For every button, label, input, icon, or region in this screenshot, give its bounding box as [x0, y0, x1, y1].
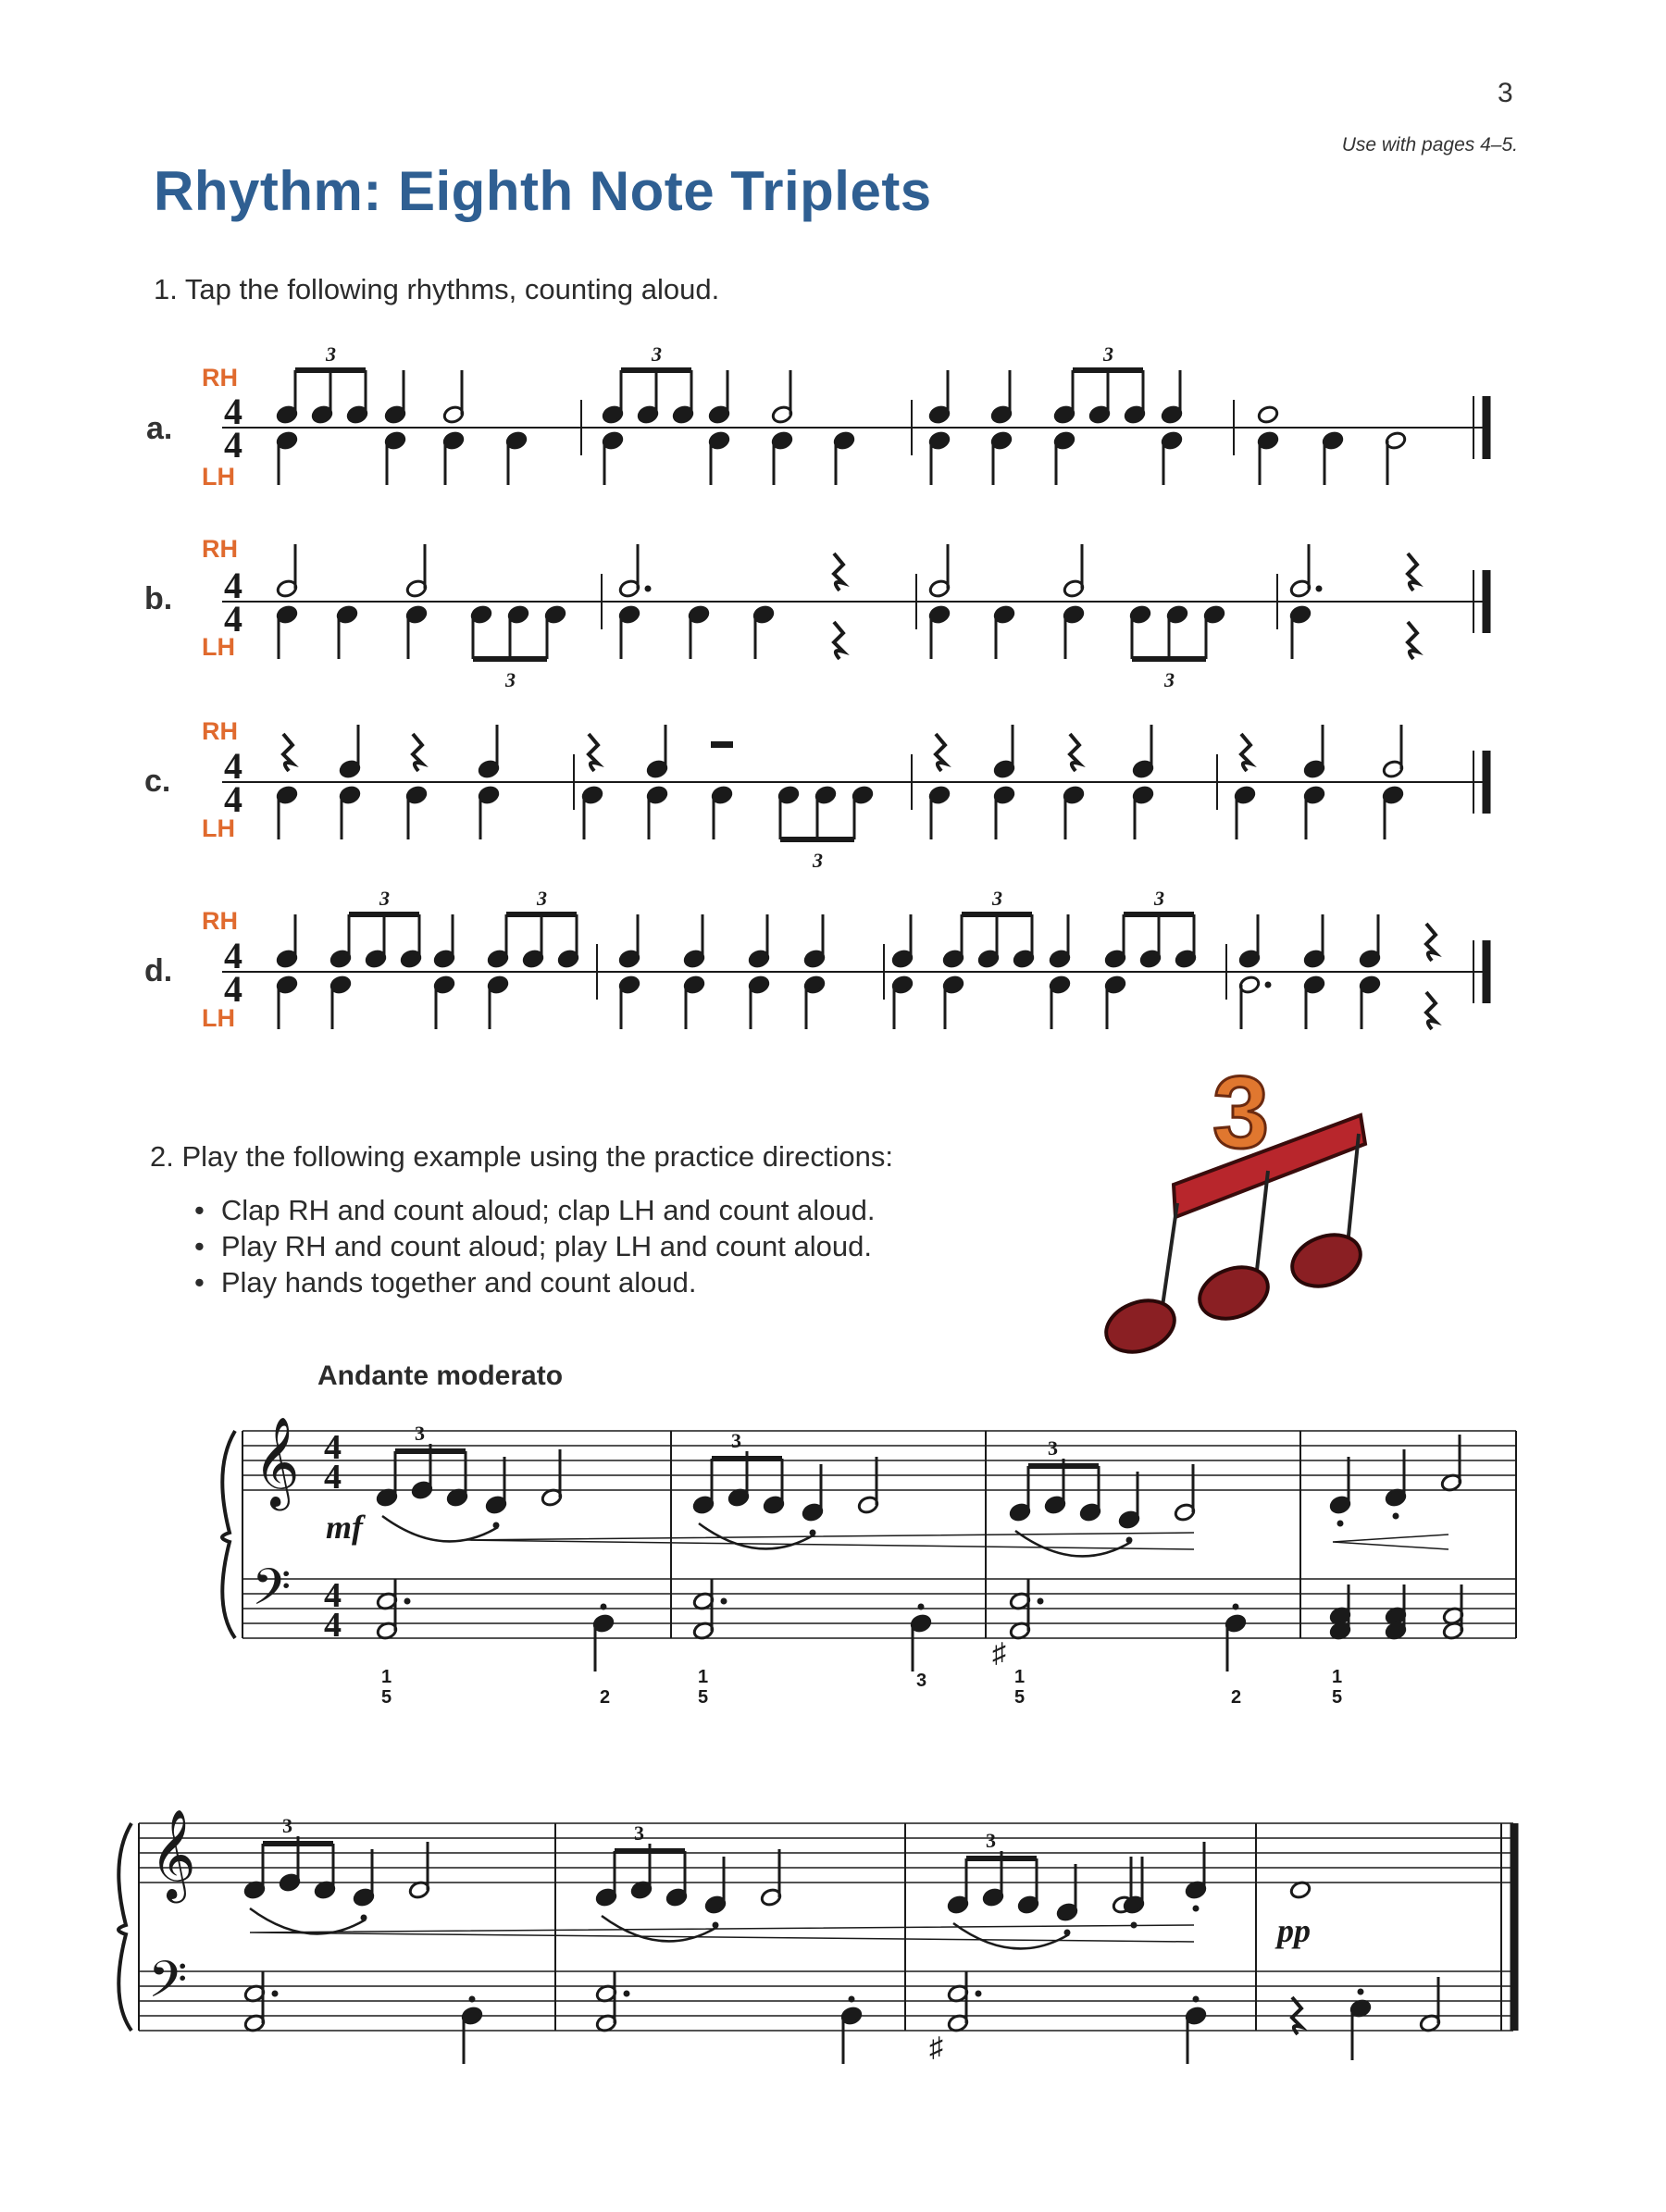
- andante-moderato-score: [0, 1388, 1666, 2092]
- diminuendo-hairpin: [250, 1925, 1194, 1942]
- augmentation-dot: [1337, 1521, 1344, 1527]
- triplet-number: 3: [1103, 342, 1113, 366]
- direction-item: • Play RH and count aloud; play LH and count aloud.: [194, 1228, 875, 1264]
- rhythm-label-c: c.: [144, 764, 171, 799]
- sharp-accidental: ♯: [992, 1638, 1006, 1669]
- rh-label-b: RH: [202, 535, 238, 563]
- time-signature-top: 4: [224, 565, 242, 606]
- triplet-number: 3: [634, 1821, 644, 1845]
- augmentation-dot: [1316, 586, 1323, 592]
- fingering: 1: [381, 1667, 392, 1687]
- fingering: 5: [381, 1687, 392, 1708]
- treble-clef-icon: 𝄞: [150, 1812, 196, 1898]
- augmentation-dot: [645, 586, 652, 592]
- triplet-number: 3: [326, 342, 336, 366]
- augmentation-dot: [1265, 982, 1272, 988]
- augmentation-dot: [1064, 1930, 1071, 1936]
- rhythm-label-d: d.: [144, 953, 173, 988]
- dynamic-mf: mf: [326, 1509, 363, 1546]
- time-signature: 4: [324, 1576, 342, 1615]
- rh-label-a: RH: [202, 364, 238, 391]
- augmentation-dot: [469, 1996, 476, 2003]
- fingering: 2: [600, 1687, 611, 1708]
- fingering: 5: [1332, 1687, 1343, 1708]
- bass-clef-icon: 𝄢: [252, 1560, 292, 1628]
- triplet-number: 3: [415, 1422, 425, 1445]
- augmentation-dot: [404, 1598, 411, 1605]
- rhythm-line-a: [222, 342, 1486, 485]
- crescendo-hairpin: [1333, 1535, 1448, 1549]
- sharp-accidental: ♯: [929, 2032, 943, 2063]
- treble-clef-icon: 𝄞: [254, 1420, 300, 1506]
- augmentation-dot: [1038, 1598, 1044, 1605]
- time-signature-bottom: 4: [224, 968, 242, 1010]
- augmentation-dot: [1358, 1989, 1364, 1995]
- augmentation-dot: [1193, 1996, 1200, 2003]
- triplet-number: 3: [731, 1429, 741, 1452]
- quarter-rest: [1241, 734, 1250, 771]
- rhythm-line-d: [222, 887, 1486, 1029]
- quarter-rest: [1408, 553, 1417, 590]
- page-title: Rhythm: Eighth Note Triplets: [154, 160, 932, 222]
- time-signature-top: 4: [224, 745, 242, 787]
- rhythm-line-c: [222, 725, 1486, 872]
- direction-item: • Clap RH and count aloud; clap LH and count aloud.: [194, 1192, 875, 1228]
- quarter-rest: [834, 553, 843, 590]
- triplet-number: 3: [986, 1829, 996, 1852]
- lh-label-b: LH: [202, 633, 235, 661]
- quarter-rest: [1426, 992, 1436, 1029]
- quarter-rest: [283, 734, 292, 771]
- note-head: [1257, 404, 1279, 424]
- triplet-number: 3: [1048, 1436, 1058, 1460]
- quarter-rest: [413, 734, 422, 771]
- augmentation-dot: [601, 1604, 607, 1610]
- lh-label-d: LH: [202, 1004, 235, 1032]
- triplet-number: 3: [1154, 887, 1164, 910]
- half-rest: [711, 741, 733, 748]
- augmentation-dot: [624, 1991, 630, 1997]
- triplet-number: 3: [505, 668, 516, 691]
- time-signature: 4: [324, 1606, 342, 1645]
- triplet-number: 3: [537, 887, 547, 910]
- triplet-numeral: 3: [1212, 1056, 1270, 1170]
- triplet-number: 3: [282, 1814, 292, 1837]
- lh-label-a: LH: [202, 463, 235, 491]
- augmentation-dot: [810, 1530, 816, 1536]
- quarter-rest: [1426, 924, 1436, 961]
- time-signature-bottom: 4: [224, 598, 242, 640]
- rhythm-exercises: [0, 0, 1666, 1092]
- fingering: 1: [698, 1667, 709, 1687]
- quarter-rest: [589, 734, 598, 771]
- triplet-number: 3: [1164, 668, 1175, 691]
- augmentation-dot: [918, 1604, 925, 1610]
- slur: [250, 1908, 366, 1933]
- augmentation-dot: [1233, 1604, 1239, 1610]
- time-signature: 4: [324, 1458, 342, 1497]
- grand-staff-brace: [222, 1431, 235, 1638]
- augmentation-dot: [272, 1991, 279, 1997]
- quarter-rest: [834, 622, 843, 659]
- triplet-notes-illustration: [1092, 1055, 1398, 1370]
- direction-item: • Play hands together and count aloud.: [194, 1264, 875, 1300]
- augmentation-dot: [713, 1922, 719, 1929]
- exercise-2-instruction: 2. Play the following example using the practice directions:: [150, 1140, 893, 1173]
- tempo-marking: Andante moderato: [317, 1361, 564, 1391]
- grand-staff-brace: [118, 1823, 131, 2031]
- time-signature-bottom: 4: [224, 778, 242, 820]
- fingering: 1: [1014, 1667, 1026, 1687]
- fingering: 3: [916, 1671, 927, 1691]
- quarter-rest: [1070, 734, 1079, 771]
- quarter-rest: [1408, 622, 1417, 659]
- slur: [382, 1516, 498, 1541]
- rh-label-d: RH: [202, 907, 238, 935]
- rhythm-label-b: b.: [144, 581, 173, 616]
- triplet-number: 3: [992, 887, 1002, 910]
- bass-clef-icon: 𝄢: [148, 1953, 188, 2020]
- rhythm-label-a: a.: [146, 411, 173, 446]
- time-signature-top: 4: [224, 935, 242, 976]
- page-reference-note: Use with pages 4–5.: [1341, 134, 1518, 155]
- augmentation-dot: [1126, 1537, 1133, 1544]
- augmentation-dot: [849, 1996, 855, 2003]
- quarter-rest: [936, 734, 945, 771]
- practice-directions-list: [194, 1192, 875, 1300]
- dynamic-pp: pp: [1277, 1912, 1311, 1949]
- augmentation-dot: [721, 1598, 727, 1605]
- triplet-number: 3: [379, 887, 390, 910]
- augmentation-dot: [493, 1522, 500, 1529]
- exercise-1-instruction: 1. Tap the following rhythms, counting aloud.: [154, 273, 720, 305]
- fingering: 2: [1231, 1687, 1242, 1708]
- fingering: 5: [698, 1687, 709, 1708]
- time-signature: 4: [324, 1428, 342, 1467]
- fingering: 1: [1332, 1667, 1343, 1687]
- fingering: 5: [1014, 1687, 1026, 1708]
- lh-label-c: LH: [202, 814, 235, 842]
- augmentation-dot: [976, 1991, 982, 1997]
- rh-label-c: RH: [202, 717, 238, 745]
- triplet-number: 3: [813, 849, 823, 872]
- page-number: 3: [1498, 78, 1513, 108]
- time-signature-bottom: 4: [224, 424, 242, 466]
- time-signature-top: 4: [224, 391, 242, 432]
- triplet-number: 3: [652, 342, 662, 366]
- augmentation-dot: [1393, 1513, 1399, 1520]
- augmentation-dot: [1193, 1906, 1200, 1912]
- augmentation-dot: [361, 1915, 367, 1921]
- rhythm-line-b: [222, 544, 1486, 691]
- diminuendo-hairpin: [463, 1533, 1194, 1549]
